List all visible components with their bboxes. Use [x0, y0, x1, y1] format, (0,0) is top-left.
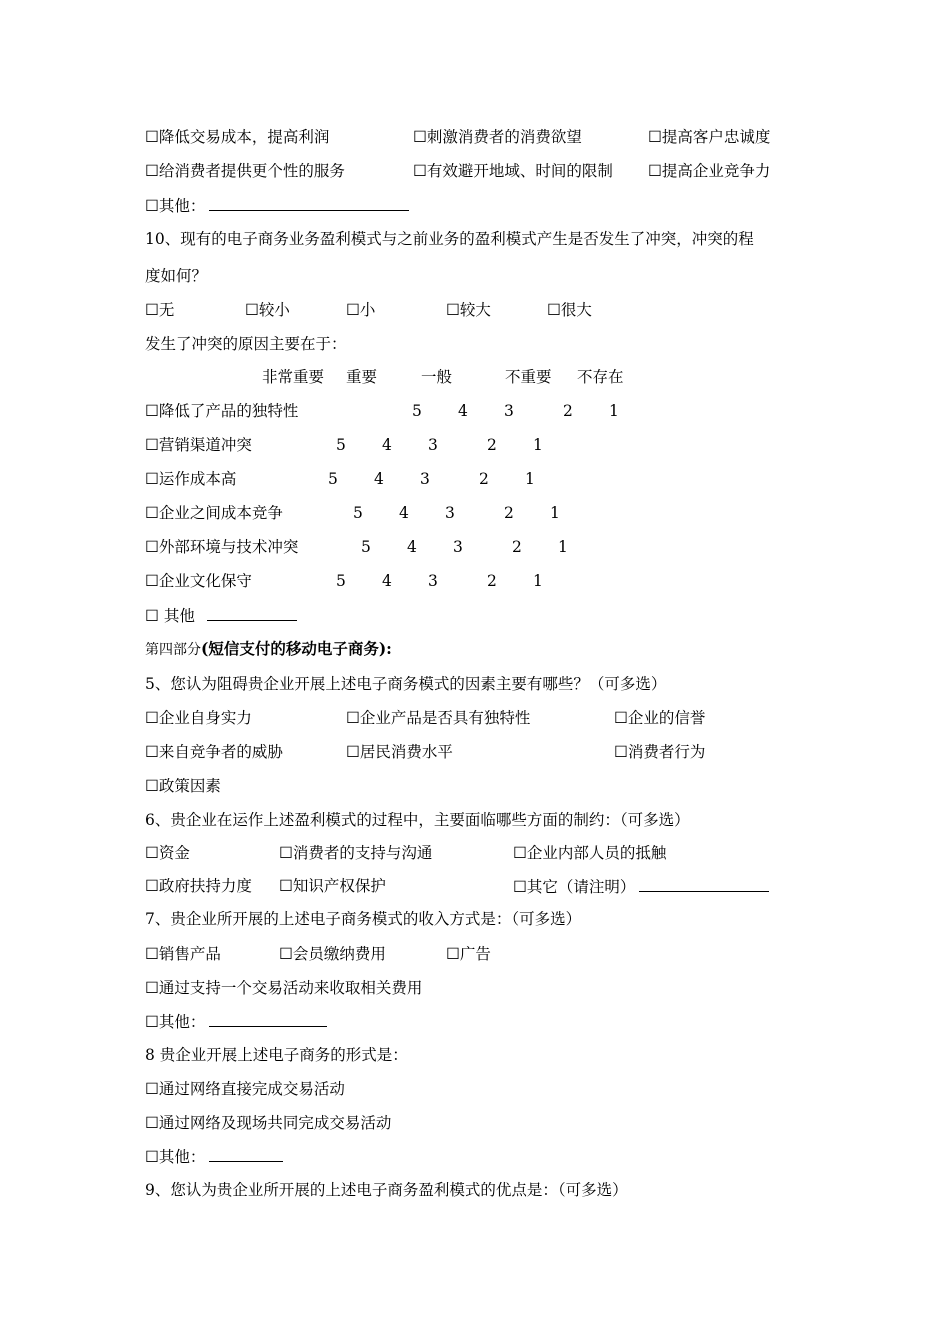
other-option[interactable]	[145, 195, 409, 216]
fill-blank-line[interactable]	[209, 195, 409, 211]
checkbox-option[interactable]: ☐消费者行为	[614, 743, 706, 761]
rating-score[interactable]: 2	[487, 572, 497, 590]
other-option[interactable]	[145, 1011, 327, 1032]
checkbox-option[interactable]: ☐提高企业竞争力	[648, 162, 771, 180]
rating-score[interactable]: 1	[533, 436, 543, 454]
scale-header: 一般	[421, 368, 453, 386]
rating-score[interactable]: 1	[525, 470, 535, 488]
other-option[interactable]	[145, 605, 297, 626]
checkbox-option[interactable]: ☐降低交易成本，提高利润	[145, 128, 330, 146]
question-title: 9、您认为贵企业所开展的上述电子商务盈利模式的优点是：（可多选）	[145, 1181, 628, 1199]
fill-blank-line[interactable]	[209, 1146, 283, 1162]
other-label: ☐其他：	[145, 197, 206, 215]
rating-score[interactable]: 3	[420, 470, 430, 488]
rating-score[interactable]: 4	[382, 436, 392, 454]
rating-score[interactable]: 2	[512, 538, 522, 556]
rating-row-label[interactable]: ☐降低了产品的独特性	[145, 402, 299, 420]
checkbox-option[interactable]: ☐较小	[245, 301, 290, 319]
checkbox-option[interactable]: ☐知识产权保护	[279, 877, 386, 895]
other-option[interactable]	[513, 876, 769, 897]
checkbox-option[interactable]: ☐企业自身实力	[145, 709, 252, 727]
rating-score[interactable]: 4	[458, 402, 468, 420]
rating-score[interactable]: 1	[533, 572, 543, 590]
rating-score[interactable]: 4	[382, 572, 392, 590]
checkbox-option[interactable]: ☐会员缴纳费用	[279, 945, 386, 963]
rating-score[interactable]: 5	[353, 504, 363, 522]
rating-row-label[interactable]: ☐营销渠道冲突	[145, 436, 252, 454]
scale-header: 重要	[346, 368, 378, 386]
rating-score[interactable]: 5	[336, 572, 346, 590]
rating-row-label[interactable]: ☐运作成本高	[145, 470, 237, 488]
rating-row-label[interactable]: ☐外部环境与技术冲突	[145, 538, 299, 556]
fill-blank-line[interactable]	[207, 605, 297, 621]
checkbox-option[interactable]: ☐小	[346, 301, 376, 319]
question-title: 7、贵企业所开展的上述电子商务模式的收入方式是：（可多选）	[145, 910, 582, 928]
question-title: 6、贵企业在运作上述盈利模式的过程中，主要面临哪些方面的制约：（可多选）	[145, 811, 690, 829]
checkbox-option[interactable]: ☐资金	[145, 844, 190, 862]
checkbox-option[interactable]: ☐刺激消费者的消费欲望	[413, 128, 582, 146]
rating-score[interactable]: 2	[487, 436, 497, 454]
scale-header: 不存在	[577, 368, 624, 386]
scale-header: 非常重要	[262, 368, 325, 386]
fill-blank-line[interactable]	[209, 1011, 327, 1027]
other-label: ☐其他：	[145, 1013, 206, 1031]
checkbox-option[interactable]: ☐企业内部人员的抵触	[513, 844, 667, 862]
section-heading-prefix: 第四部分	[145, 642, 201, 658]
checkbox-option[interactable]: ☐居民消费水平	[346, 743, 453, 761]
rating-score[interactable]: 3	[453, 538, 463, 556]
checkbox-option[interactable]: ☐通过支持一个交易活动来收取相关费用	[145, 979, 423, 997]
rating-score[interactable]: 3	[445, 504, 455, 522]
other-option[interactable]	[145, 1146, 283, 1167]
rating-score[interactable]: 2	[563, 402, 573, 420]
checkbox-option[interactable]: ☐政策因素	[145, 777, 221, 795]
question-title-cont: 度如何？	[145, 267, 208, 285]
checkbox-option[interactable]: ☐政府扶持力度	[145, 877, 252, 895]
checkbox-option[interactable]: ☐通过网络及现场共同完成交易活动	[145, 1114, 392, 1132]
rating-score[interactable]: 5	[336, 436, 346, 454]
section-heading	[145, 639, 392, 660]
rating-score[interactable]: 4	[407, 538, 417, 556]
checkbox-option[interactable]: ☐提高客户忠诚度	[648, 128, 771, 146]
rating-row-label[interactable]: ☐企业文化保守	[145, 572, 252, 590]
checkbox-option[interactable]: ☐无	[145, 301, 175, 319]
checkbox-option[interactable]: ☐通过网络直接完成交易活动	[145, 1080, 345, 1098]
question-title: 5、您认为阻碍贵企业开展上述电子商务模式的因素主要有哪些？（可多选）	[145, 675, 667, 693]
rating-score[interactable]: 3	[504, 402, 514, 420]
checkbox-option[interactable]: ☐来自竞争者的威胁	[145, 743, 283, 761]
checkbox-option[interactable]: ☐销售产品	[145, 945, 221, 963]
other-label: ☐其它（请注明）	[513, 878, 636, 896]
rating-score[interactable]: 5	[361, 538, 371, 556]
rating-score[interactable]: 1	[609, 402, 619, 420]
other-label: ☐ 其他	[145, 607, 195, 625]
rating-score[interactable]: 5	[328, 470, 338, 488]
rating-score[interactable]: 2	[504, 504, 514, 522]
section-heading-bold: (短信支付的移动电子商务):	[201, 639, 392, 658]
other-label: ☐其他：	[145, 1148, 206, 1166]
rating-row-label[interactable]: ☐企业之间成本竞争	[145, 504, 283, 522]
rating-score[interactable]: 1	[550, 504, 560, 522]
checkbox-option[interactable]: ☐企业产品是否具有独特性	[346, 709, 531, 727]
rating-score[interactable]: 1	[558, 538, 568, 556]
rating-score[interactable]: 5	[412, 402, 422, 420]
question-title: 8 贵企业开展上述电子商务的形式是：	[145, 1046, 408, 1064]
checkbox-option[interactable]: ☐很大	[547, 301, 592, 319]
checkbox-option[interactable]: ☐消费者的支持与沟通	[279, 844, 433, 862]
rating-score[interactable]: 3	[428, 572, 438, 590]
checkbox-option[interactable]: ☐有效避开地域、时间的限制	[413, 162, 613, 180]
scale-header: 不重要	[505, 368, 552, 386]
rating-score[interactable]: 3	[428, 436, 438, 454]
fill-blank-line[interactable]	[639, 876, 769, 892]
rating-score[interactable]: 4	[399, 504, 409, 522]
checkbox-option[interactable]: ☐较大	[446, 301, 491, 319]
checkbox-option[interactable]: ☐企业的信誉	[614, 709, 706, 727]
reason-title: 发生了冲突的原因主要在于：	[145, 335, 347, 353]
rating-score[interactable]: 2	[479, 470, 489, 488]
question-title: 10、现有的电子商务业务盈利模式与之前业务的盈利模式产生是否发生了冲突，冲突的程	[145, 230, 754, 248]
rating-score[interactable]: 4	[374, 470, 384, 488]
checkbox-option[interactable]: ☐广告	[446, 945, 491, 963]
checkbox-option[interactable]: ☐给消费者提供更个性的服务	[145, 162, 345, 180]
